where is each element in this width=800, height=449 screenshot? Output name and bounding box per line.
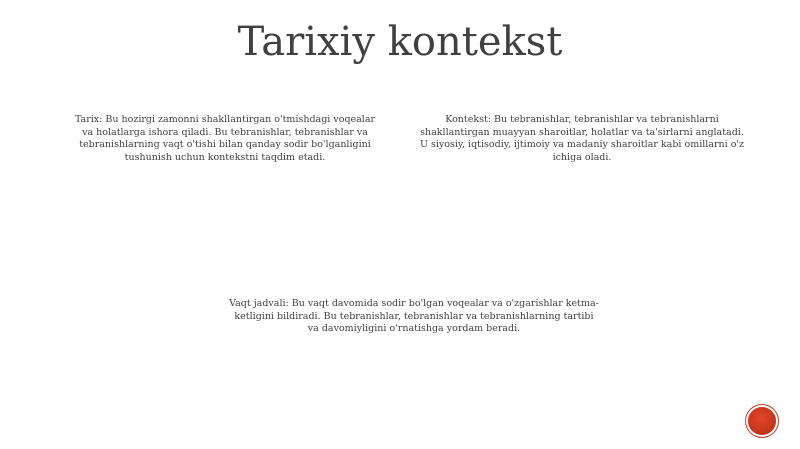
context-text-block: Kontekst: Bu tebranishlar, tebranishlar va tebranishlarni shakllantirgan muayyan sharoitlar, holatlar va ta'sirlarni anglatadi. U siyosiy, iqtisodiy, ijtimoiy va madaniy sharoitlar kabi omillarni o'z ichiga oladi. — [419, 114, 745, 163]
timeline-text-block: Vaqt jadvali: Bu vaqt davomida sodir bo'lgan voqealar va o'zgarishlar ketma-ketligini bildiradi. Bu tebranishlar, tebranishlar va tebranishlarning tartibi va davomiyligini o'rnatishga yordam beradi. — [229, 298, 599, 334]
slide-title: Tarixiy kontekst — [237, 19, 563, 65]
history-text-block: Tarix: Bu hozirgi zamonni shakllantirgan o'tmishdagi voqealar va holatlarga ishora qiladi. Bu tebranishlar, tebranishlar va tebranishlarning vaqt o'tishi bilan qanday sodir bo'lganligini tushunish uchun kontekstni taqdim etadi. — [74, 114, 376, 163]
next-slide-button[interactable] — [748, 407, 776, 435]
